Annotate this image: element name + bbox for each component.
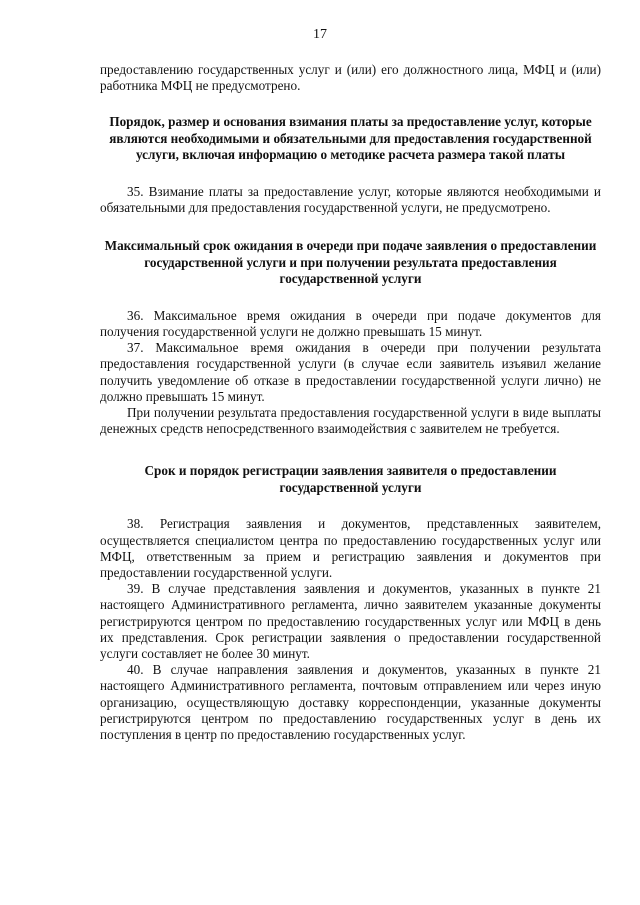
section-registration: [100, 463, 601, 743]
section-heading: Порядок, размер и основания взимания платы за предоставление услуг, которые являются необходимыми и обязательными для предоставления государственной услуги, включая информацию о методике расчета размера такой платы: [109, 114, 592, 163]
page-number: 17: [313, 27, 327, 42]
section-heading: Срок и порядок регистрации заявления заявителя о предоставлении государственной услуги: [144, 463, 557, 495]
paragraph-37-note: При получении результата предоставления государственной услуги в виде выплаты денежных средств непосредственного взаимодействия с заявителем не требуется.: [100, 405, 601, 437]
paragraph-38: 38. Регистрация заявления и документов, представленных заявителем, осуществляется специалистом центра по предоставлению государственных услуг или МФЦ, ответственным за прием и регистрацию заявления и документов при предоставлении государственной услуги.: [100, 516, 601, 581]
document-body: [100, 62, 601, 743]
paragraph-37: 37. Максимальное время ожидания в очереди при получении результата предоставления государственной услуги (в случае если заявитель изъявил желание получить уведомление об отказе в предоставлении государственной услуги лично) не должно превышать 15 минут.: [100, 340, 601, 404]
paragraph-35: 35. Взимание платы за предоставление услуг, которые являются необходимыми и обязательными для предоставления государственной услуги, не предусмотрено.: [100, 183, 601, 216]
section-heading: Максимальный срок ожидания в очереди при подаче заявления о предоставлении государственной услуги и при получении результата предоставления государственной услуги: [104, 238, 597, 287]
intro-paragraph: предоставлению государственных услуг и (или) его должностного лица, МФЦ и (или) работника МФЦ не предусмотрено.: [100, 62, 601, 94]
section-queue-waiting-time: [100, 238, 601, 437]
section-fee-procedure: [100, 114, 601, 216]
paragraph-40: 40. В случае направления заявления и документов, указанных в пункте 21 настоящего Административного регламента, почтовым отправлением или через иную организацию, осуществляющую доставку корреспонденции, указанные документы регистрируются центром по предоставлению государственных услуг в день их поступления в центр по предоставлению государственных услуг.: [100, 662, 601, 743]
paragraph-39: 39. В случае представления заявления и документов, указанных в пункте 21 настоящего Административного регламента, лично заявителем указанные документы регистрируются центром по предоставлению государственных услуг или МФЦ в день их представления. Срок регистрации заявления о предоставлении государственной услуги составляет не более 30 минут.: [100, 581, 601, 662]
paragraph-36: 36. Максимальное время ожидания в очереди при подаче документов для получения государственной услуги не должно превышать 15 минут.: [100, 307, 601, 340]
